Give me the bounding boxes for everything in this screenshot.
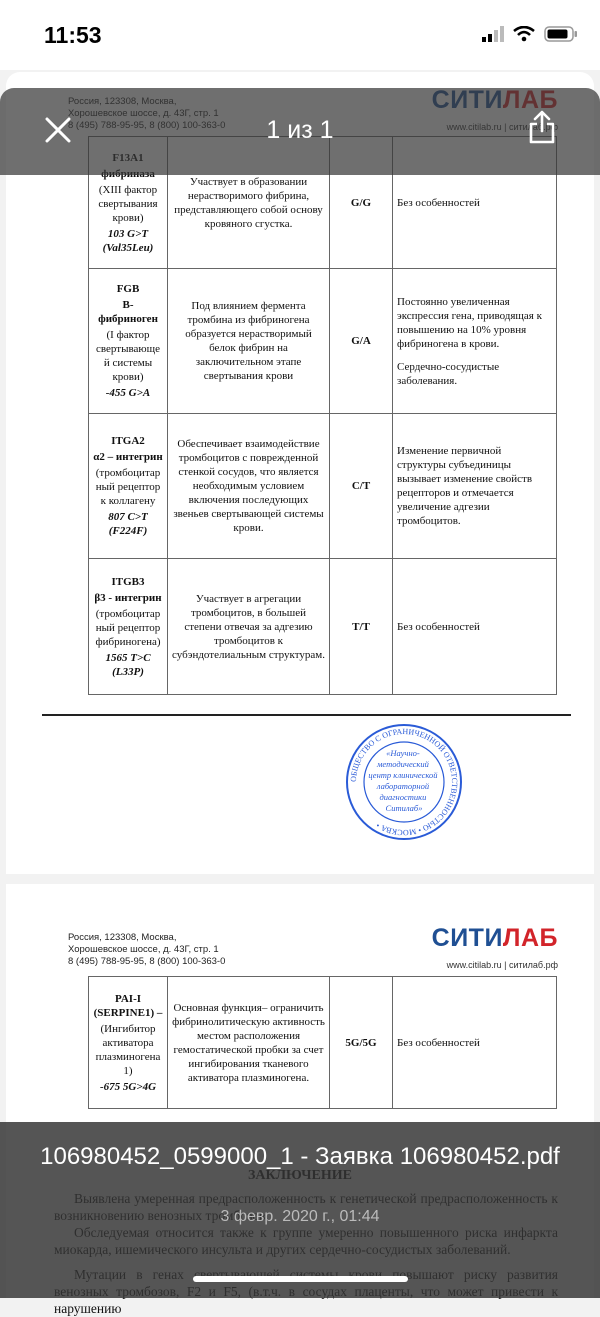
share-icon[interactable] <box>528 110 556 144</box>
citilab-logo: СИТИЛАБ <box>431 924 558 952</box>
table-row: PAI-I (SERPINE1) – (Ингибитор активатора плазминогена 1) -675 5G>4G Основная функция– ограничить фибринолитическую активность местом расположения гемостатической пробки за счет ингибирования тканевого активатора плазминогена. 5G/5G Без особенностей <box>89 977 557 1109</box>
page-indicator: 1 из 1 <box>266 116 334 144</box>
letterhead-website: www.citilab.ru | ситилаб.рф <box>446 960 558 970</box>
svg-text:ОБЩЕСТВО С ОГРАНИЧЕННОЙ ОТВЕТС: ОБЩЕСТВО С ОГРАНИЧЕННОЙ ОТВЕТСТВЕННОСТЬЮ • МОСКВА • <box>348 726 460 838</box>
letterhead-address: Россия, 123308, Москва, Хорошевское шоссе, д. 43Г, стр. 1 8 (495) 788-95-95, 8 (800) 100-363-0 <box>68 932 226 967</box>
table-row: ITGA2 α2 – интегрин (тромбоцитар ный рецептор к коллагену 807 C>T (F224F) Обеспечивает взаимодействие тромбоцитов с поврежденной стенкой сосудов, что является необходимым условием включения последующих звеньев свертывающей системы крови. C/T Изменение первичной структуры субъединицы вызывает изменение свойств рецепторов и отмечается увеличение адгезии тромбоцитов. <box>89 414 557 559</box>
status-bar <box>0 0 600 70</box>
organization-stamp <box>344 722 464 842</box>
viewer-top-bar <box>0 88 600 175</box>
home-indicator[interactable] <box>193 1276 408 1282</box>
gene-table <box>88 136 557 695</box>
signal-icon <box>482 26 504 42</box>
pdf-page-1 <box>6 72 594 874</box>
table-row: FGB В-фибриноген (I фактор свертывающе й системы крови) -455 G>A Под влиянием фермента тромбина из фибриногена образуется нерастворимый белок фибрин на заключительном этапе свертывания крови G/A Постоянно увеличенная экспрессия гена, приводящая к повышению на 10% уровня фибриногена в крови. Сердечно-сосудистые заболевания. <box>89 269 557 414</box>
table-row: (XIII фактор свертывания крови) 103 G>T (Val35Leu) Участвует в образовании нерастворимого фибрина, представляющего собой основу кровяного сгустка. G/G Без особенностей <box>89 137 557 269</box>
table-row: ITGB3 β3 - интегрин (тромбоцитар ный рецептор фибриногена) 1565 T>C (L33P) Участвует в агрегации тромбоцитов, в большей степени отвечая за адгезию тромбоцитов к субэндотелиальным структурам. T/T Без особенностей <box>89 559 557 695</box>
separator-line <box>42 714 571 716</box>
file-date: 3 февр. 2020 г., 01:44 <box>220 1208 380 1225</box>
file-title: 106980452_0599000_1 - Заявка 106980452.pdf <box>40 1143 560 1170</box>
svg-text:«Научно- методический: «Научно- методический центр клинической лабораторной диагностики Ситилаб» <box>368 748 438 813</box>
wifi-icon <box>513 26 535 42</box>
system-icons <box>482 26 578 42</box>
viewer-bottom-bar <box>0 1122 600 1298</box>
battery-icon <box>544 26 578 42</box>
clock: 11:53 <box>44 22 102 48</box>
gene-table <box>88 976 557 1109</box>
conclusion-text: нарушению <box>54 1301 122 1316</box>
